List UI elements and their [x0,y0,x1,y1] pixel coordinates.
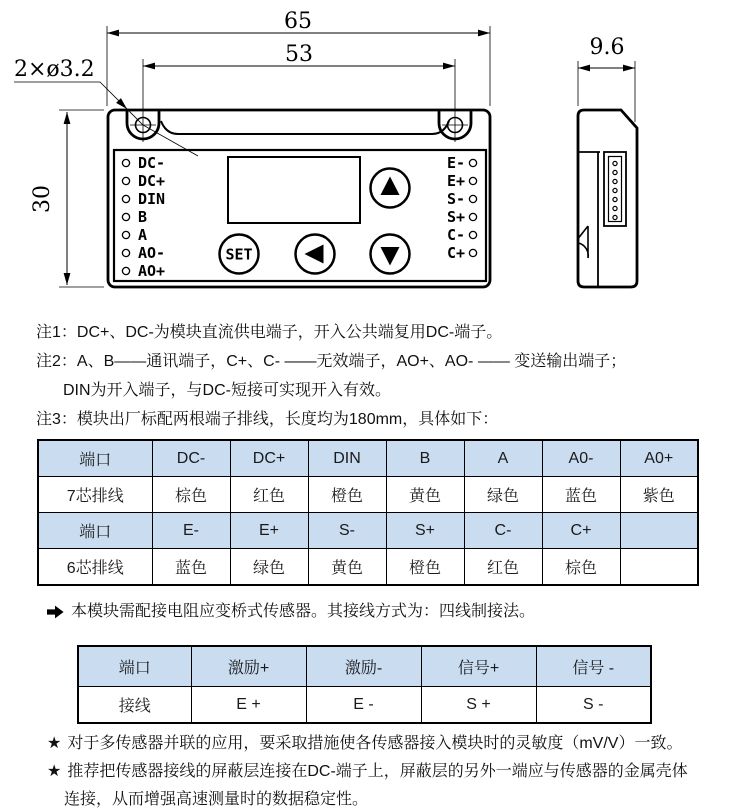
table-cell: E + [191,687,306,724]
table-cell: 紫色 [620,477,698,513]
star-icon: ★ [47,735,62,752]
display-window [228,157,360,223]
tip-1-text: 对于多传感器并联的应用，要采取措施使各传感器接入模块时的灵敏度（mV/V）一致。 [67,735,683,752]
terminal-label: S- [446,190,465,208]
table-cell: A0- [542,440,620,477]
table-cell: 橙色 [386,549,464,586]
dim-total-width-label: 65 [284,9,312,34]
module-dimension-drawing [0,0,752,300]
wiring-color-table [37,439,699,586]
terminal-label: E+ [446,172,465,190]
terminal-label: A [138,226,148,244]
dim-height-label: 30 [30,185,55,213]
terminal-label: DC+ [138,172,166,190]
pin-dot [613,215,617,219]
leader-line [14,82,198,156]
terminal-label: DIN [138,190,166,208]
left-arrow-icon [305,245,324,264]
table-cell: 6芯排线 [38,549,152,586]
tip-2-text: 推荐把传感器接线的屏蔽层连接在DC-端子上，屏蔽层的另外一端应与传感器的金属壳体 [67,763,688,780]
terminal-dot [122,159,129,166]
table-cell: E+ [230,513,308,549]
terminal-dot [122,267,129,274]
front-panel [114,150,486,281]
right-arrow-icon [47,605,64,619]
table-cell [620,513,698,549]
terminal-label: C- [446,226,465,244]
tip-2-continued: 连接，从而增强高速测量时的数据稳定性。 [64,791,369,808]
table-row [78,687,651,724]
left-terminal-dots [122,159,129,274]
table-row [38,477,698,513]
table-row [78,646,651,687]
module-body-outline [108,110,490,287]
table-cell: DC+ [230,440,308,477]
side-view [578,35,637,287]
terminal-dot [469,213,476,220]
terminal-dot [469,177,476,184]
dim-arrow-icon [143,63,155,70]
table-cell: 棕色 [152,477,230,513]
table-cell: S+ [386,513,464,549]
pin-dot [613,188,617,192]
connector-pins [613,161,617,219]
table-cell: 接线 [78,687,191,724]
dim-hole-spacing-label: 53 [285,42,313,67]
dim-arrow-icon [578,65,590,72]
table-row [38,549,698,586]
top-step-line [161,121,449,134]
dim-arrow-icon [443,63,455,70]
hole-callout-label: 2×ø3.2 [14,57,95,82]
table-cell: 绿色 [230,549,308,586]
right-terminal-dots [469,159,476,256]
dim-depth-label: 9.6 [589,35,625,60]
terminal-dot [122,177,129,184]
table-cell: 信号+ [421,646,536,687]
terminal-dot [122,213,129,220]
table-cell: S - [536,687,651,724]
table-cell: 绿色 [464,477,542,513]
table-cell: 橙色 [308,477,386,513]
sensor-wiring-table [77,645,652,724]
table-cell: 红色 [464,549,542,586]
notes-section [36,318,626,434]
table-cell: C+ [542,513,620,549]
terminal-dot [122,249,129,256]
table-cell: 红色 [230,477,308,513]
table-cell: DC- [152,440,230,477]
terminal-label: AO+ [138,262,166,280]
table-cell: 蓝色 [542,477,620,513]
table-cell: DIN [308,440,386,477]
mounting-clip [579,226,589,258]
tip-2 [47,758,688,786]
table-cell: C- [464,513,542,549]
sensor-note [47,602,535,622]
table-cell: 端口 [78,646,191,687]
pin-dot [613,206,617,210]
note-2-continued: DIN为开入端子，与DC-短接可实现开入有效。 [63,382,391,399]
table-cell: S- [308,513,386,549]
table-cell: B [386,440,464,477]
table-cell: A [464,440,542,477]
table-cell: 端口 [38,513,152,549]
tip-1 [47,730,688,758]
table-cell: 激励+ [191,646,306,687]
terminal-label: C+ [446,244,465,262]
terminal-label: DC- [138,154,166,172]
terminal-dot [122,231,129,238]
sensor-note-text: 本模块需配接电阻应变桥式传感器。其接线方式为：四线制接法。 [71,603,536,620]
star-icon: ★ [47,763,62,780]
dimension-53 [143,42,455,142]
note-2: 注2：A、B——通讯端子，C+、C- ——无效端子，AO+、AO- —— 变送输出端子； [36,353,627,370]
table-cell: 7芯排线 [38,477,152,513]
table-cell [620,549,698,586]
table-row [38,440,698,477]
table-cell: A0+ [620,440,698,477]
right-terminal-labels [447,154,465,262]
table-row [38,513,698,549]
terminal-dot [469,159,476,166]
down-arrow-icon [381,247,400,266]
dim-arrow-icon [623,65,635,72]
table-cell: S + [421,687,536,724]
table-cell: E - [306,687,421,724]
terminal-dot [469,249,476,256]
pin-dot [613,161,617,165]
hole-callout [14,57,198,156]
dim-arrow-icon [64,273,71,285]
pin-dot [613,170,617,174]
pin-dot [613,179,617,183]
dim-arrow-icon [107,30,119,37]
table-cell: 黄色 [308,549,386,586]
terminal-label: E- [446,154,465,172]
dim-arrow-icon [64,112,71,124]
pin-dot [613,197,617,201]
note-1: 注1：DC+、DC-为模块直流供电端子，开入公共端复用DC-端子。 [36,324,503,341]
terminal-dot [122,195,129,202]
terminal-label: S+ [446,208,465,226]
table-cell: 黄色 [386,477,464,513]
table-cell: 信号 - [536,646,651,687]
front-view [108,110,490,287]
tips-section [47,730,688,811]
note-3: 注3：模块出厂标配两根端子排线，长度均为180mm，具体如下： [36,411,499,428]
table-cell: 棕色 [542,549,620,586]
up-arrow-icon [381,177,400,196]
dim-arrow-icon [478,30,490,37]
terminal-label: B [138,208,148,226]
set-button-label: SET [225,245,253,264]
table-cell: 激励- [306,646,421,687]
left-terminal-labels [138,154,165,280]
terminal-dot [469,195,476,202]
side-body-outline [578,110,637,287]
table-cell: E- [152,513,230,549]
terminal-label: AO- [138,244,166,262]
dimension-30 [30,110,104,287]
table-cell: 端口 [38,440,152,477]
terminal-dot [469,231,476,238]
table-cell: 蓝色 [152,549,230,586]
